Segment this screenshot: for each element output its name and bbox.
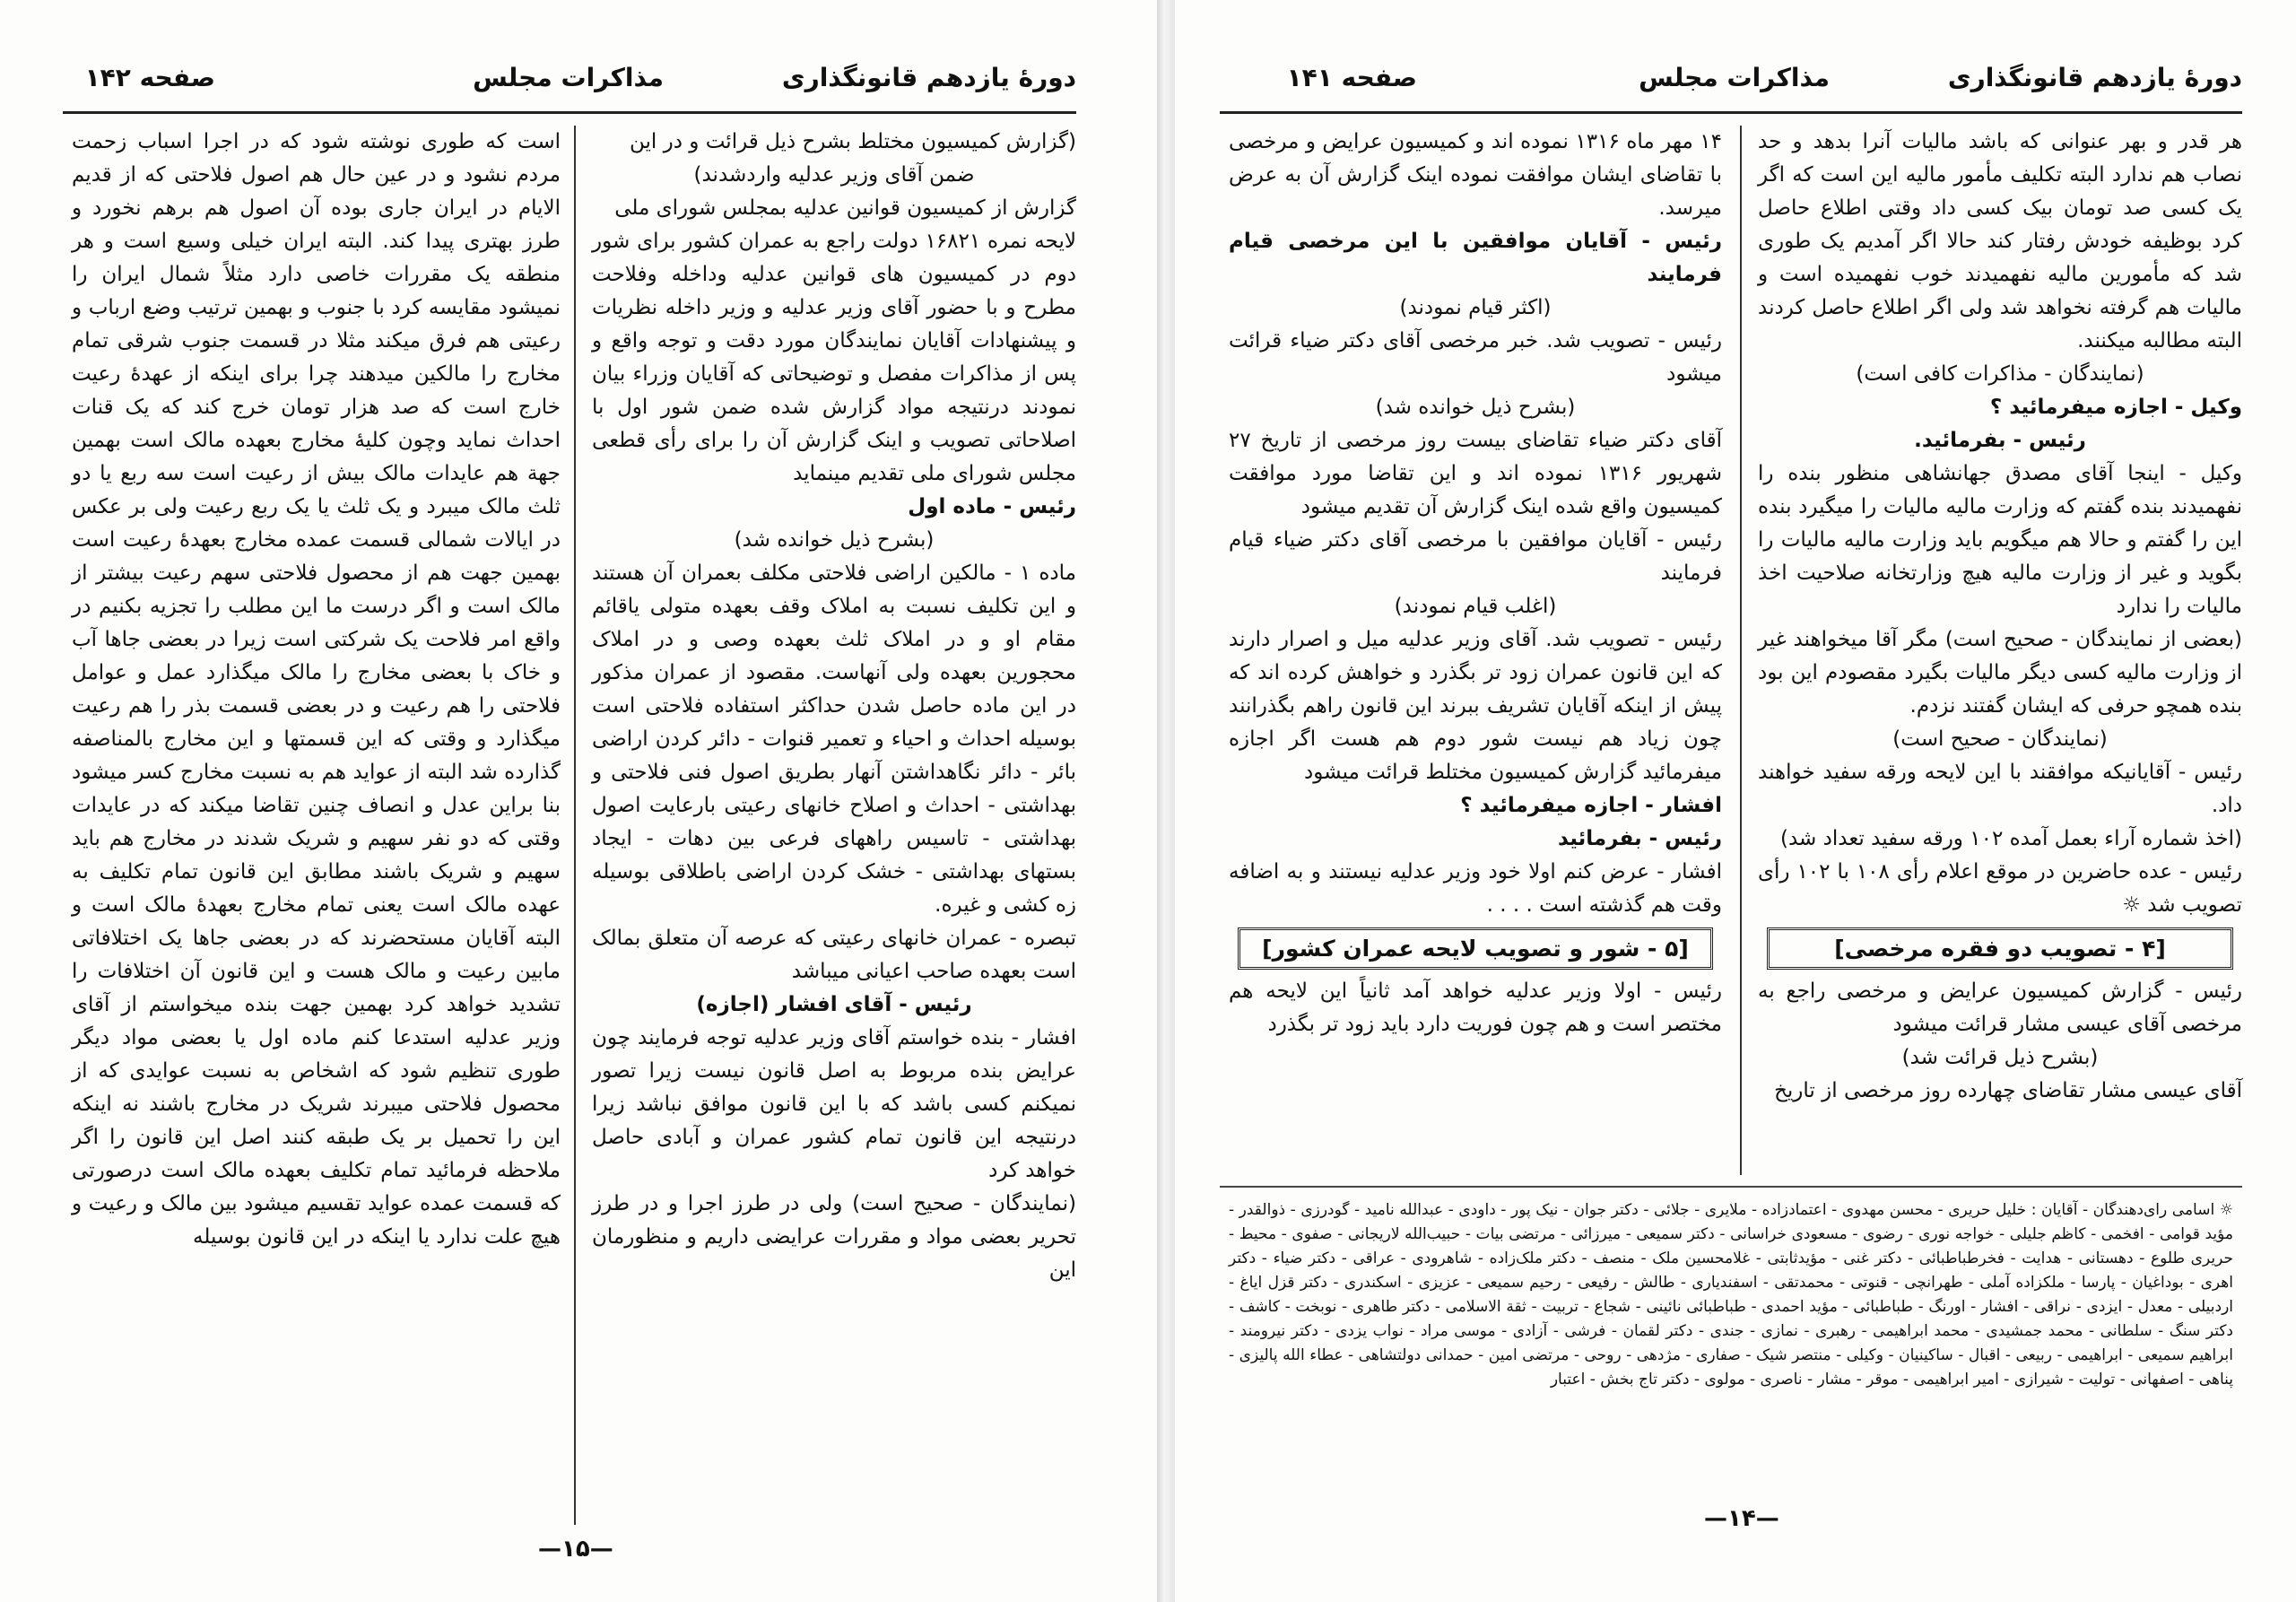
page-number: —۱۵— [538, 1536, 613, 1563]
right-page [1175, 0, 2296, 1602]
text-column-right [592, 126, 1076, 1525]
paragraph: (بشرح ذیل خوانده شد) [734, 528, 935, 552]
page-number: —۱۴— [1704, 1505, 1779, 1532]
paragraph: رئیس - تصویب شد. آقای وزیر عدلیه میل و اصرار دارند که این قانون عمران زود تر بگذرد و خواهش کرده اند که پیش از اینکه آقایان تشریف ببرند این قانون راهم بگذرانند چون زیاد هم نیست شور دوم هم هست اگر اجازه میفرمائید گزارش کمیسیون مختلط قرائت میشود [1229, 628, 1722, 784]
paragraph: رئیس - آقایانیکه موافقند با این لایحه ورقه سفید خواهند داد. [1758, 761, 2242, 817]
speaker-line: رئیس - آقایان موافقین با این مرخصی قیام فرمایند [1229, 230, 1722, 286]
paragraph: آقای عیسی مشار تقاضای چهارده روز مرخصی از تاریخ [1774, 1079, 2242, 1102]
left-page-header [63, 63, 1076, 108]
footnote-voter-names: ☼ اسامی رای‌دهندگان - آقایان : خلیل حریری - محسن مهدوی - اعتمادزاده - ملایری - جلائی - دکتر جوان - نیک پور - داودی - عبدالله نامید - گودرزی - ذوالقدر - مؤید قوامی - افخمی - کاظم جلیلی - خواجه نوری - رضوی - مسعودی خراسانی - دکتر سمیعی - میرزائی - مرتضی بیات - حبیب‌الله لاریجانی - صفوی - محیط - حریری طلوع - دهستانی - هدایت - فخرطباطبائی - دکتر غنی - مؤیدثابتی - غلامحسین ملک - منصف - دکتر ملک‌زاده - شاهرودی - عراقی - دکتر ضیاء - دکتر اهری - بوداغیان - پارسا - ملکزاده آملی - طهرانچی - قنوتی - محمدتقی - اسفندیاری - طالش - رفیعی - رحیم سمیعی - عزیزی - اسکندری - دکتر قزل ایاغ - اردبیلی - معدل - ایزدی - نراقی - افشار - اورنگ - طباطبائی - مؤید احمدی - طباطبائی نائینی - شجاع - تربیت - ثقة الاسلامی - دکتر طاهری - نوبخت - کاشف - دکتر سنگ - سلطانی - محمد جمشیدی - محمد ابراهیمی - رهبری - نمازی - جندی - دکتر لقمان - فرشی - آزادی - موسی مراد - نواب یزدی - دکتر نیرومند - ابراهیم سمیعی - ابراهیمی - ربیعی - اقبال - ساکینیان - وکیلی - منتصر شیک - صفاری - مژدهی - روحی - مرتضی امین - حمدانی دولتشاهی - عطاء الله پالیزی - پناهی - اصفهانی - تولیت - شیرازی - امیر ابراهیمی - موقر - مشار - ناصری - مولوی - دکتر تاج بخش - اعتبار [1229, 1201, 2233, 1389]
period-title: دورهٔ یازدهم قانونگذاری [1947, 63, 2242, 92]
header-rule [1220, 111, 2242, 114]
paragraph: آقای دکتر ضیاء تقاضای بیست روز مرخصی از تاریخ ۲۷ شهریور ۱۳۱۶ نموده اند و این تقاضا مورد موافقت کمیسیون واقع شده اینک گزارش آن تقدیم میشود [1229, 429, 1723, 518]
paragraph: (بشرح ذیل خوانده شد) [1375, 396, 1576, 419]
speaker-line: افشار - اجازه میفرمائید ؟ [1460, 794, 1722, 817]
paragraph: گزارش از کمیسیون قوانین عدلیه بمجلس شورای ملی [614, 196, 1076, 220]
speaker-line: رئیس - بفرمائید. [1914, 429, 2086, 452]
running-title: مذاکرات مجلس [1639, 63, 1830, 92]
book-gutter [1157, 0, 1175, 1602]
paragraph: ضمن آقای وزیر عدلیه واردشدند) [693, 163, 975, 187]
paragraph: رئیس - عده حاضرین در موقع اعلام رأی ۱۰۸ با ۱۰۲ رأی تصویب شد ☼ [1758, 860, 2243, 917]
paragraph: هر قدر و بهر عنوانی که باشد مالیات آنرا بدهد و حد نصاب هم ندارد البته تکلیف مأمور مالیه این است که اگر یک کسی صد تومان بیک کسی داد وقتی اطلاع حاصل کرد بوظیفه خودش رفتار کند حالا اگر آمدیم یک طوری شد که مأمورین مالیه نفهمیدند خوب نفهمیده است و مالیات هم گرفته نخواهد شد ولی اگر اطلاع حاصل کردند البته مطالبه میکنند. [1758, 130, 2242, 353]
period-title: دورهٔ یازدهم قانونگذاری [781, 63, 1076, 92]
right-page-header [1220, 63, 2242, 108]
paragraph: (اغلب قیام نمودند) [1394, 595, 1557, 618]
paragraph: ۱۴ مهر ماه ۱۳۱۶ نموده اند و کمیسیون عرایض و مرخصی با تقاضای ایشان موافقت نموده اینک گزارش آن به عرض میرسد. [1229, 130, 1722, 220]
paragraph: (بعضی از نمایندگان - صحیح است) مگر آقا میخواهند غیر از وزارت مالیه کسی دیگر مالیات بگیرد مقصودم این بود بنده همچو حرفی که ایشان گفتند نزدم. [1758, 628, 2242, 718]
header-rule [63, 111, 1076, 114]
speaker-line: رئیس - ماده اول [908, 495, 1076, 518]
footnote-rule [1220, 1186, 2242, 1188]
paragraph: رئیس - آقایان موافقین با مرخصی آقای دکتر ضیاء قیام فرمایند [1229, 528, 1722, 585]
paragraph: (نمایندگان - صحیح است) [1892, 727, 2108, 751]
text-column-left [1229, 126, 1722, 1171]
section-heading: [۵ - شور و تصویب لایحه عمران کشور] [1238, 927, 1713, 970]
paragraph: وکیل - اینجا آقای مصدق جهانشاهی منظور بنده را نفهمیدند بنده گفتم که وزارت مالیه مالیات را میگیرد بنده این را گفتم و حالا هم میگویم باید وزارت مالیه مالیات را بگوید و غیر از وزارت مالیه هیچ وزارتخانه صلاحیت اخذ مالیات را ندارد [1758, 462, 2242, 618]
speaker-line: رئیس - آقای افشار (اجازه) [696, 993, 972, 1016]
text-column-right [1758, 126, 2242, 1171]
paragraph: (گزارش کمیسیون مختلط بشرح ذیل قرائت و در این [630, 130, 1076, 153]
paragraph: (اخذ شماره آراء بعمل آمده ۱۰۲ ورقه سفید تعداد شد) [1780, 827, 2242, 850]
page-label: صفحه ۱۴۲ [84, 63, 215, 92]
paragraph: (بشرح ذیل قرائت شد) [1901, 1046, 2099, 1069]
paragraph: است که طوری نوشته شود که در اجرا اسباب زحمت مردم نشود و در عین حال هم اصول فلاحتی که از قدیم الایام در ایران جاری بوده آن اصول هم برهم نخورد و طرز بهتری پیدا کند. البته ایران خیلی وسیع است و هر منطقه یک مقررات خاصی دارد مثلاً شمال ایران را نمیشود مقایسه کرد با جنوب و بهمین ترتیب وضع ارباب و رعیتی هم فرق میکند مثلا در قسمت جنوب شرقی تمام مخارج را مالکین میدهند چرا برای اینکه از عهدهٔ رعیت خارج است که صد هزار تومان خرج کند که یک قنات احداث نماید وچون کلیهٔ مخارج بعهده مالک است بهمین جهة هم عایدات مالک بیش از رعیت است سه ربع یا دو ثلث مالک میبرد و یک ثلث یا یک ربع رعیت ولی بر عکس در ایالات شمالی قسمت عمده مخارج بعهدهٔ رعیت است بهمین جهت هم از محصول فلاحتی سهم رعیت بیشتر از مالک است و اگر درست ما این مطلب را تجزیه بکنیم در واقع امر فلاحت یک شرکتی است زیرا در بعضی جاها آب و خاک با بعضی مخارج را مالک میگذارد عمل و عوامل فلاحتی را هم رعیت و در بعضی قسمت بذر را هم رعیت میگذارد و وقتی که این قسمتها و این مخارج بالمناصفه گذارده شد البته از عواید هم به نسبت مخارج کسر میشود بنا براین عدل و انصاف چنین تقاضا میکند که در عایدات وقتی که دو نفر سهیم و شریک شدند در مخارج هم باید سهیم و شریک باشند مطابق این قانون تمام تکلیف به عهده مالک است یعنی تمام مخارج بعهدهٔ مالک است و البته آقایان مستحضرند که در بعضی جاها یک اختلافاتی مابین رعیت و مالک هست و این قانون آن اختلافات را تشدید خواهد کرد بهمین جهت بنده میخواستم از آقای وزیر عدلیه استدعا کنم ماده اول یا بعضی مواد دیگر طوری تنظیم شود که اشخاص به نسبت عوایدی که از محصول فلاحتی میبرند شریک در مخارج باشند نه اینکه این را تحمیل بر یک طبقه کنند اصل این قانون را اگر ملاحظه فرمائید تمام تکلیف بعهده مالک است درصورتی که قسمت عمده عواید تقسیم میشود بین مالک و رعیت و هیچ علت ندارد یا اینکه در این قانون بوسیله [72, 130, 561, 1249]
paragraph: (نمایندگان - صحیح است) ولی در طرز اجرا و در طرز تحریر بعضی مواد و مقررات عرایضی داریم و منظورمان این [592, 1192, 1076, 1282]
text-column-left [72, 126, 561, 1525]
paragraph: رئیس - گزارش کمیسیون عرایض و مرخصی راجع به مرخصی آقای عیسی مشار قرائت میشود [1758, 979, 2242, 1036]
running-title: مذاکرات مجلس [473, 63, 664, 92]
page-label: صفحه ۱۴۱ [1286, 63, 1417, 92]
section-heading: [۴ - تصویب دو فقره مرخصی] [1767, 927, 2233, 970]
column-divider [574, 126, 576, 1525]
paragraph: ماده ۱ - مالکین اراضی فلاحتی مکلف بعمران آن هستند و این تکلیف نسبت به املاک وقف بعهده متولی یاقائم مقام او و در املاک ثلث بعهده وصی و در املاک محجورین بعهده ولی آنهاست. مقصود از عمران مذکور در این ماده حاصل شدن حداکثر استفاده فلاحتی است بوسیله احداث و احیاء و تعمیر قنوات - دائر کردن اراضی بائر - دائر نگاهداشتن آنهار بطریق اصول فنی فلاحتی و بهداشتی - احداث و اصلاح خانهای رعیتی بارعایت اصول بهداشتی - تاسیس راههای فرعی بین دهات - ایجاد بستهای بهداشتی - خشک کردن اراضی باطلاقی بوسیله زه کشی و غیره. [592, 562, 1077, 917]
paragraph: افشار - عرض کنم اولا خود وزیر عدلیه نیستند و به اضافه وقت هم گذشته است . . . . [1229, 860, 1722, 917]
paragraph: لایحه نمره ۱۶۸۲۱ دولت راجع به عمران کشور برای شور دوم در کمیسیون های قوانین عدلیه وداخله وفلاحت مطرح و با حضور آقای وزیر عدلیه و وزیر داخله نظریات و پیشنهادات آقایان نمایندگان مورد دقت و توجه واقع و پس از مذاکرات مفصل و توضیحاتی که آقایان وزراء بیان نمودند درنتیجه مواد گزارش شده ضمن شور اول با اصلاحاتی تصویب و اینک گزارش آن را برای رأی قطعی مجلس شورای ملی تقدیم مینماید [592, 230, 1076, 485]
paragraph: تبصره - عمران خانهای رعیتی که عرصه آن متعلق بمالک است بعهده صاحب اعیانی میباشد [592, 927, 1076, 983]
speaker-line: رئیس - بفرمائید [1557, 827, 1722, 850]
paragraph: رئیس - اولا وزیر عدلیه خواهد آمد ثانیاً این لایحه هم مختصر است و هم چون فوریت دارد باید زود تر بگذرد [1229, 979, 1722, 1036]
column-divider [1740, 126, 1742, 1175]
speaker-line: وکیل - اجازه میفرمائید ؟ [1989, 396, 2242, 419]
paragraph: رئیس - تصویب شد. خبر مرخصی آقای دکتر ضیاء قرائت میشود [1229, 329, 1722, 386]
paragraph: افشار - بنده خواستم آقای وزیر عدلیه توجه فرمایند چون عرایض بنده مربوط به اصل قانون نیست زیرا تصور نمیکنم کسی باشد که با این قانون موافق نباشد زیرا درنتیجه این قانون تمام کشور عمران و آبادی حاصل خواهد کرد [592, 1026, 1076, 1182]
paragraph: (نمایندگان - مذاکرات کافی است) [1856, 362, 2144, 386]
paragraph: (اکثر قیام نمودند) [1399, 296, 1552, 319]
